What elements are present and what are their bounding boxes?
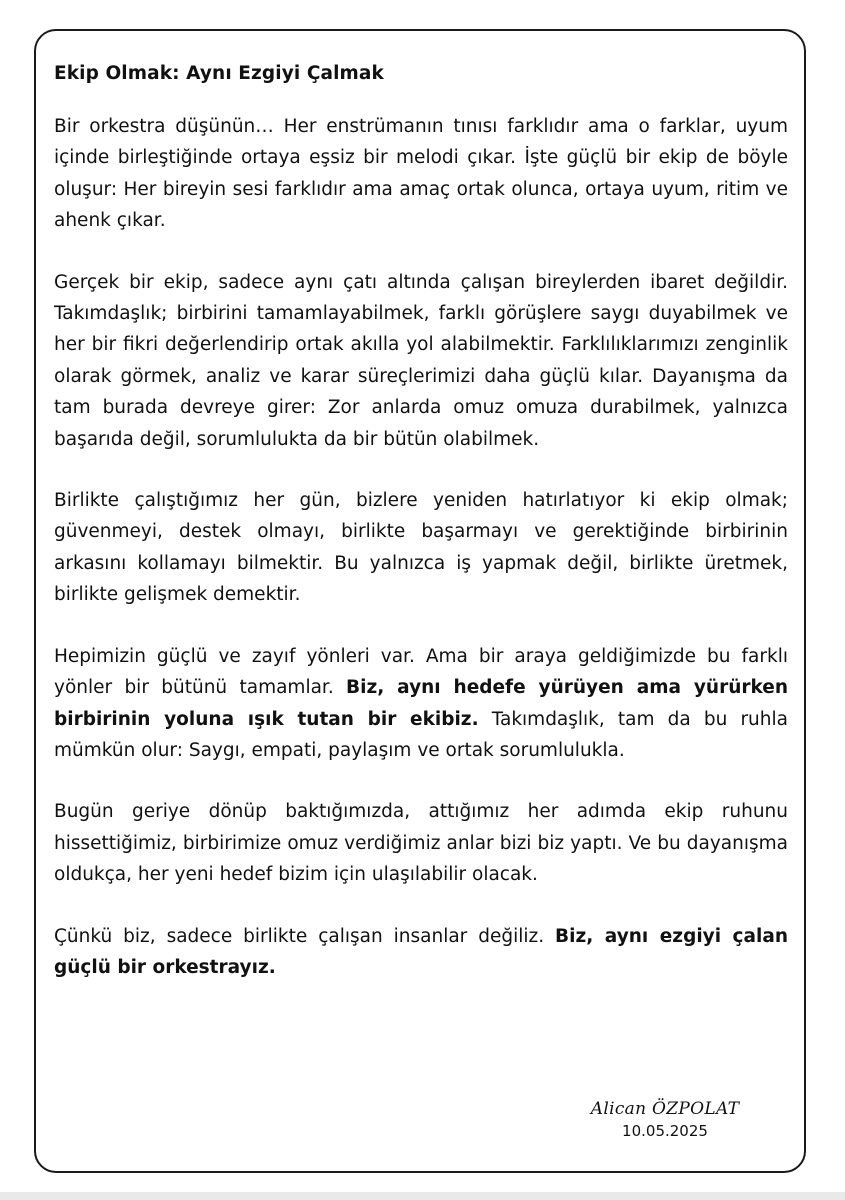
signature-block [560, 1098, 770, 1142]
paragraph-3: Birlikte çalıştığımız her gün, bizlere yeniden hatırlatıyor ki ekip olmak; güvenmeyi, destek olmayı, birlikte başarmayı ve gerektiğinde birbirinin arkasını kollamayı bilmektir. Bu yalnızca iş yapmak değil, birlikte üretmek, birlikte gelişmek demektir. [54, 490, 788, 606]
paragraph-1: Bir orkestra düşünün… Her enstrümanın tınısı farklıdır ama o farklar, uyum içinde birleştiğinde ortaya eşsiz bir melodi çıkar. İşte güçlü bir ekip de böyle oluşur: Her bireyin sesi farklıdır ama amaç ortak olunca, ortaya uyum, ritim ve ahenk çıkar. [54, 116, 788, 232]
paragraph-6-lead: Çünkü biz, sadece birlikte çalışan insanlar değiliz. [54, 925, 556, 947]
signature-name: Alican ÖZPOLAT [590, 1099, 740, 1119]
paragraph-4-tail: Takımdaşlık, tam da bu ruhla mümkün olur: Saygı, empati, paylaşım ve ortak sorumlulukla. [54, 708, 788, 761]
document-title: Ekip Olmak: Aynı Ezgiyi Çalmak [54, 63, 384, 84]
signature-date: 10.05.2025 [622, 1122, 708, 1140]
paragraph-2: Gerçek bir ekip, sadece aynı çatı altında çalışan bireylerden ibaret değildir. Takımdaşlık; birbirini tamamlayabilmek, farklı görüşlere saygı duyabilmek ve her bir fikri değerlendirip ortak akılla yol alabilmektir. Farklılıklarımızı zenginlik olarak görmek, analiz ve karar süreçlerimizi daha güçlü kılar. Dayanışma da tam burada devreye girer: Zor anlarda omuz omuza durabilmek, yalnızca başarıda değil, sorumlulukta da bir bütün olabilmek. [54, 271, 788, 450]
paragraph-4-lead: Hepimizin güçlü ve zayıf yönleri var. Ama bir araya geldiğimizde bu farklı yönler bir bütünü tamamlar. [54, 645, 788, 699]
paragraph-6 [54, 921, 788, 984]
document-body [54, 58, 788, 1013]
paragraph-4-emphasis: Biz, aynı hedefe yürüyen ama yürürken birbirinin yoluna ışık tutan bir ekibiz. [54, 677, 789, 730]
paragraph-4 [54, 641, 788, 767]
page-bottom-edge [0, 1192, 845, 1200]
paragraph-5: Bugün geriye dönüp baktığımızda, attığımız her adımda ekip ruhunu hissettiğimiz, birbirimize omuz verdiğimiz anlar bizi biz yaptı. Ve bu dayanışma oldukça, her yeni hedef bizim için ulaşılabilir olacak. [54, 801, 788, 886]
paragraph-6-emphasis: Biz, aynı ezgiyi çalan güçlü bir orkestrayız. [54, 925, 788, 978]
